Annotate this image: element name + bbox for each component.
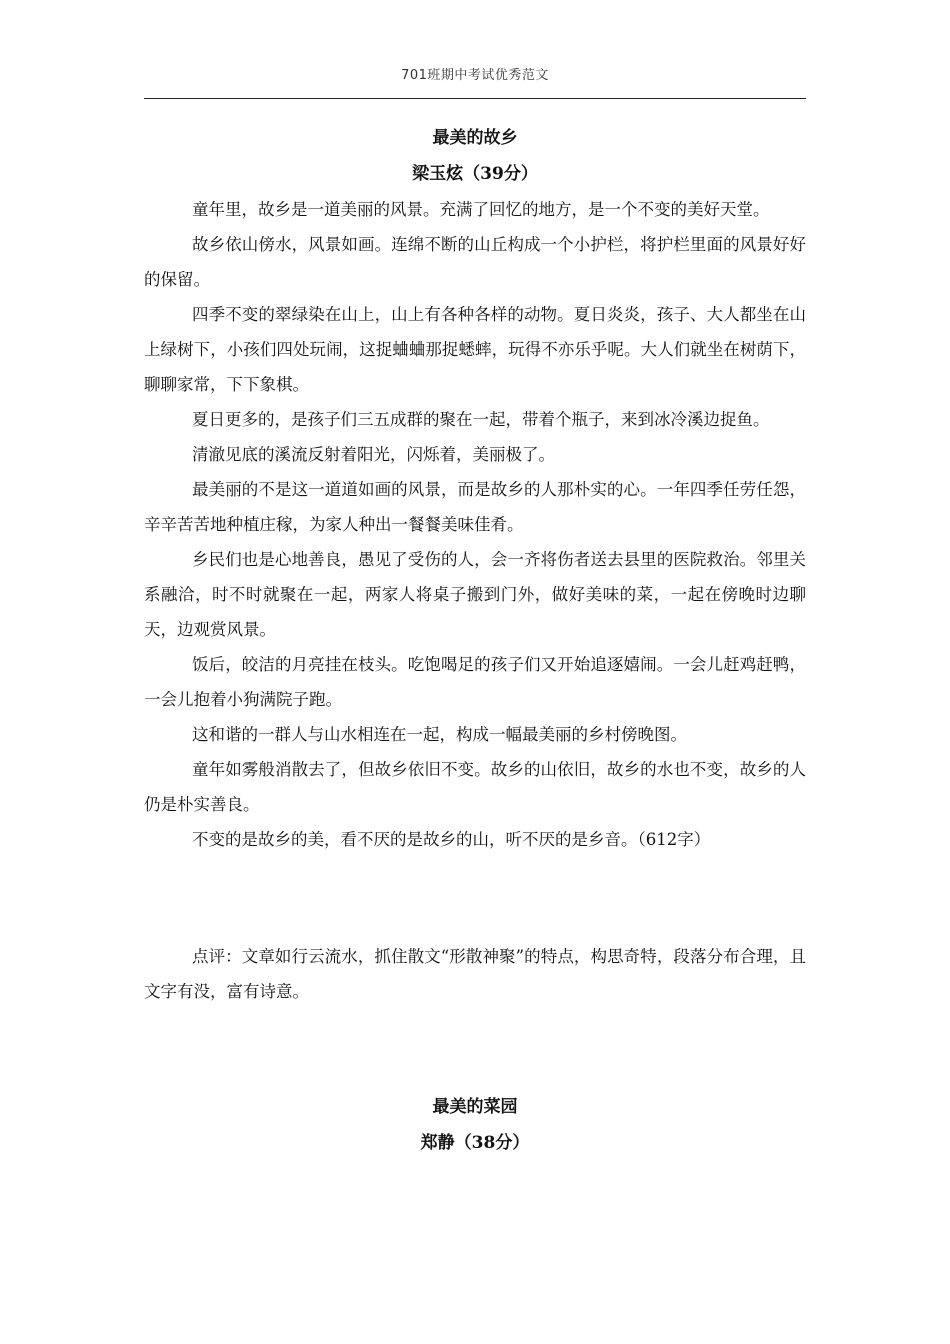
essay-paragraph: 清澈见底的溪流反射着阳光，闪烁着，美丽极了。: [192, 445, 555, 464]
essay-paragraph: 乡民们也是心地善良，愚见了受伤的人，会一齐将伤者送去县里的医院救治。邻里关系融洽，时不时就聚在一起，两家人将桌子搬到门外，做好美味的菜，一起在傍晚时边聊天，边观赏风景。: [144, 550, 806, 639]
page-header: 701班期中考试优秀范文: [401, 68, 549, 83]
blank-space: [144, 857, 806, 939]
essay-paragraph: 夏日更多的，是孩子们三五成群的聚在一起，带着个瓶子，来到冰冷溪边捉鱼。: [192, 410, 770, 429]
essay-paragraph: 不变的是故乡的美，看不厌的是故乡的山，听不厌的是乡音。（612字）: [192, 830, 711, 849]
blank-space: [144, 1009, 806, 1089]
essay-author-score: 郑静（38分）: [420, 1133, 530, 1153]
essay-paragraph: 童年里，故乡是一道美丽的风景。充满了回忆的地方，是一个不变的美好天堂。: [192, 200, 770, 219]
essay-title: 最美的故乡: [432, 128, 518, 148]
essay-paragraph: 四季不变的翠绿染在山上，山上有各种各样的动物。夏日炎炎，孩子、大人都坐在山上绿树下，小孩们四处玩闹，这捉蛐蛐那捉蟋蟀，玩得不亦乐乎呢。大人们就坐在树荫下，聊聊家常，下下象棋。: [144, 305, 806, 394]
document-body: [144, 120, 806, 1161]
essay-author-score: 梁玉炫（39分）: [412, 164, 538, 184]
teacher-comment: 点评：文章如行云流水，抓住散文“形散神聚”的特点，构思奇特，段落分布合理，且文字有没，富有诗意。: [144, 947, 806, 1001]
header-divider: [144, 98, 806, 99]
essay-paragraph: 饭后，皎洁的月亮挂在枝头。吃饱喝足的孩子们又开始追逐嬉闹。一会儿赶鸡赶鸭，一会儿抱着小狗满院子跑。: [144, 655, 806, 709]
essay-paragraph: 这和谐的一群人与山水相连在一起，构成一幅最美丽的乡村傍晚图。: [192, 725, 687, 744]
essay-paragraph: 最美丽的不是这一道道如画的风景，而是故乡的人那朴实的心。一年四季任劳任怨，辛辛苦苦地种植庄稼，为家人种出一餐餐美味佳肴。: [144, 480, 806, 534]
essay-paragraph: 故乡依山傍水，风景如画。连绵不断的山丘构成一个小护栏，将护栏里面的风景好好的保留。: [144, 235, 806, 289]
essay-title: 最美的菜园: [432, 1097, 518, 1117]
essay-paragraph: 童年如雾般消散去了，但故乡依旧不变。故乡的山依旧，故乡的水也不变，故乡的人仍是朴实善良。: [144, 760, 806, 814]
